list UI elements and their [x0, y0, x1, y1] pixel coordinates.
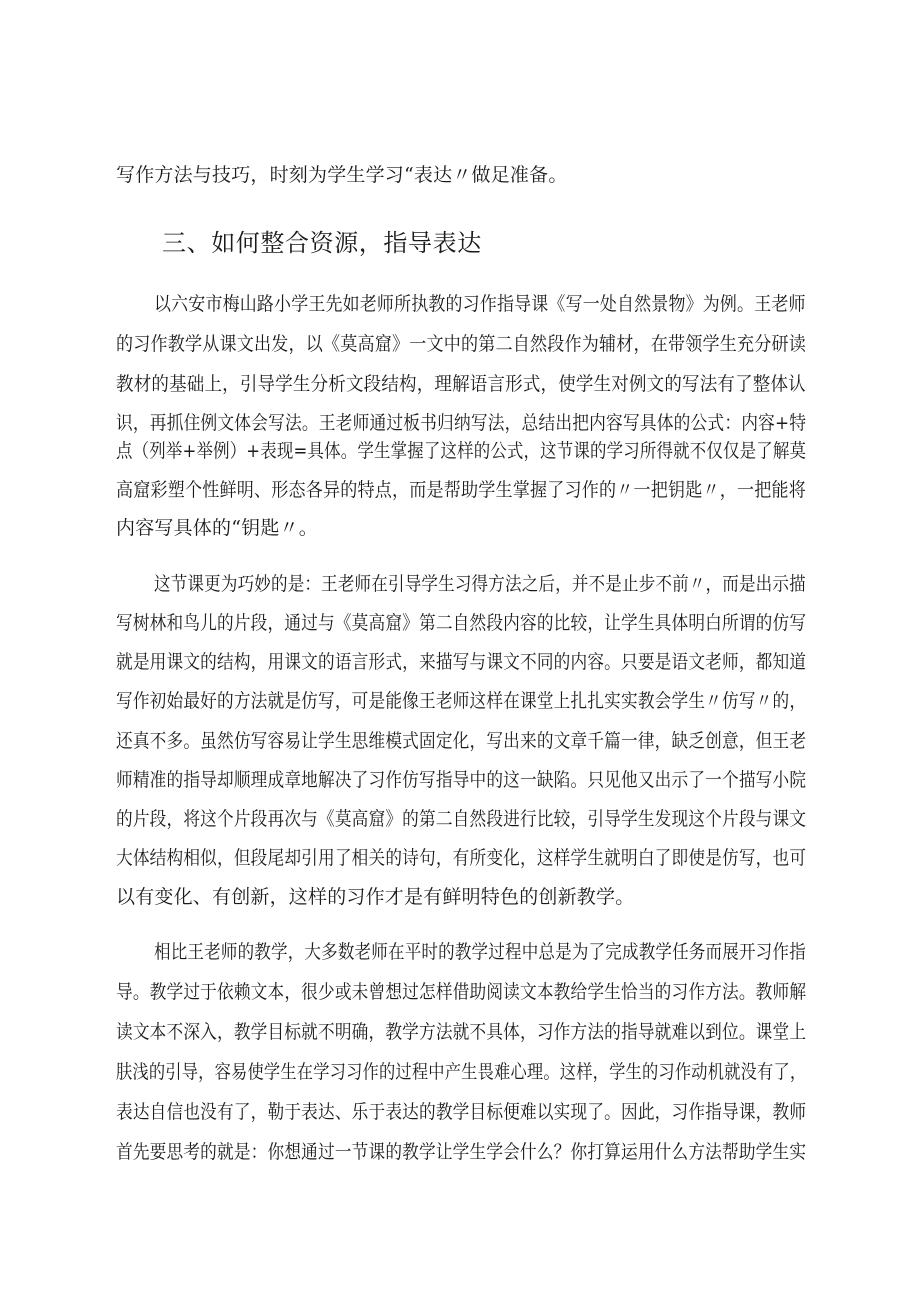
paragraph-line: 就是用课文的结构，用课文的语言形式，来描写与课文不同的内容。只要是语文老师，都知道: [116, 651, 807, 673]
paragraph-line: 相比王老师的教学，大多数老师在平时的教学过程中总是为了完成教学任务而展开习作指: [154, 941, 806, 963]
paragraph-line: 导。教学过于依赖文本，很少或未曾想过怎样借助阅读文本教给学生恰当的习作方法。教师解: [116, 981, 807, 1003]
paragraph-line: 这节课更为巧妙的是：王老师在引导学生习得方法之后，并不是止步不前〃，而是出示描: [154, 573, 806, 595]
paragraph-line: 的习作教学从课文出发，以《莫高窟》一文中的第二自然段作为辅材，在带领学生充分研读: [116, 333, 807, 355]
paragraph-line: 以六安市梅山路小学王先如老师所执教的习作指导课《写一处自然景物》为例。王老师: [154, 293, 806, 315]
paragraph-line: 读文本不深入，教学目标就不明确，教学方法就不具体，习作方法的指导就难以到位。课堂上: [116, 1021, 807, 1043]
paragraph-line: 点（列举+举例）+表现=具体。学生掌握了这样的公式，这节课的学习所得就不仅仅是了解莫: [116, 440, 807, 462]
paragraph-line: 肤浅的引导，容易使学生在学习习作的过程中产生畏难心理。这样，学生的习作动机就没有了，: [116, 1061, 807, 1083]
paragraph-line: 写作初始最好的方法就是仿写，可是能像王老师这样在课堂上扎扎实实教会学生〃仿写〃的，: [116, 690, 807, 712]
paragraph-line: 表达自信也没有了，勒于表达、乐于表达的教学目标便难以实现了。因此，习作指导课，教师: [116, 1101, 807, 1123]
section-heading: 三、如何整合资源，指导表达: [162, 229, 482, 257]
paragraph-line: 高窟彩塑个性鲜明、形态各异的特点，而是帮助学生掌握了习作的〃一把钥匙〃，一把能将: [116, 479, 807, 501]
paragraph-line: 内容写具体的“钥匙〃。: [116, 517, 318, 539]
intro-line: 写作方法与技巧，时刻为学生学习“表达〃做足准备。: [116, 164, 568, 186]
paragraph-line: 还真不多。虽然仿写容易让学生思维模式固定化，写出来的文章千篇一律，缺乏创意，但王老: [116, 730, 807, 752]
paragraph-line: 教材的基础上，引导学生分析文段结构，理解语言形式，使学生对例文的写法有了整体认: [116, 373, 806, 395]
paragraph-line: 写树林和鸟儿的片段，通过与《莫高窟》第二自然段内容的比较，让学生具体明白所谓的仿写: [116, 612, 807, 634]
paragraph-line: 以有变化、有创新，这样的习作才是有鲜明特色的创新教学。: [116, 886, 635, 908]
paragraph-line: 的片段，将这个片段再次与《莫高窟》的第二自然段进行比较，引导学生发现这个片段与课文: [116, 808, 807, 830]
paragraph-line: 师精准的指导却顺理成章地解决了习作仿写指导中的这一缺陷。只见他又出示了一个描写小院: [116, 769, 807, 791]
paragraph-line: 大体结构相似，但段尾却引用了相关的诗句，有所变化，这样学生就明白了即使是仿写，也可: [116, 847, 807, 869]
paragraph-line: 首先要思考的就是：你想通过一节课的教学让学生学会什么？你打算运用什么方法帮助学生实: [116, 1141, 807, 1163]
paragraph-line: 识，再抓住例文体会写法。王老师通过板书归纳写法，总结出把内容写具体的公式：内容+特: [116, 412, 807, 434]
